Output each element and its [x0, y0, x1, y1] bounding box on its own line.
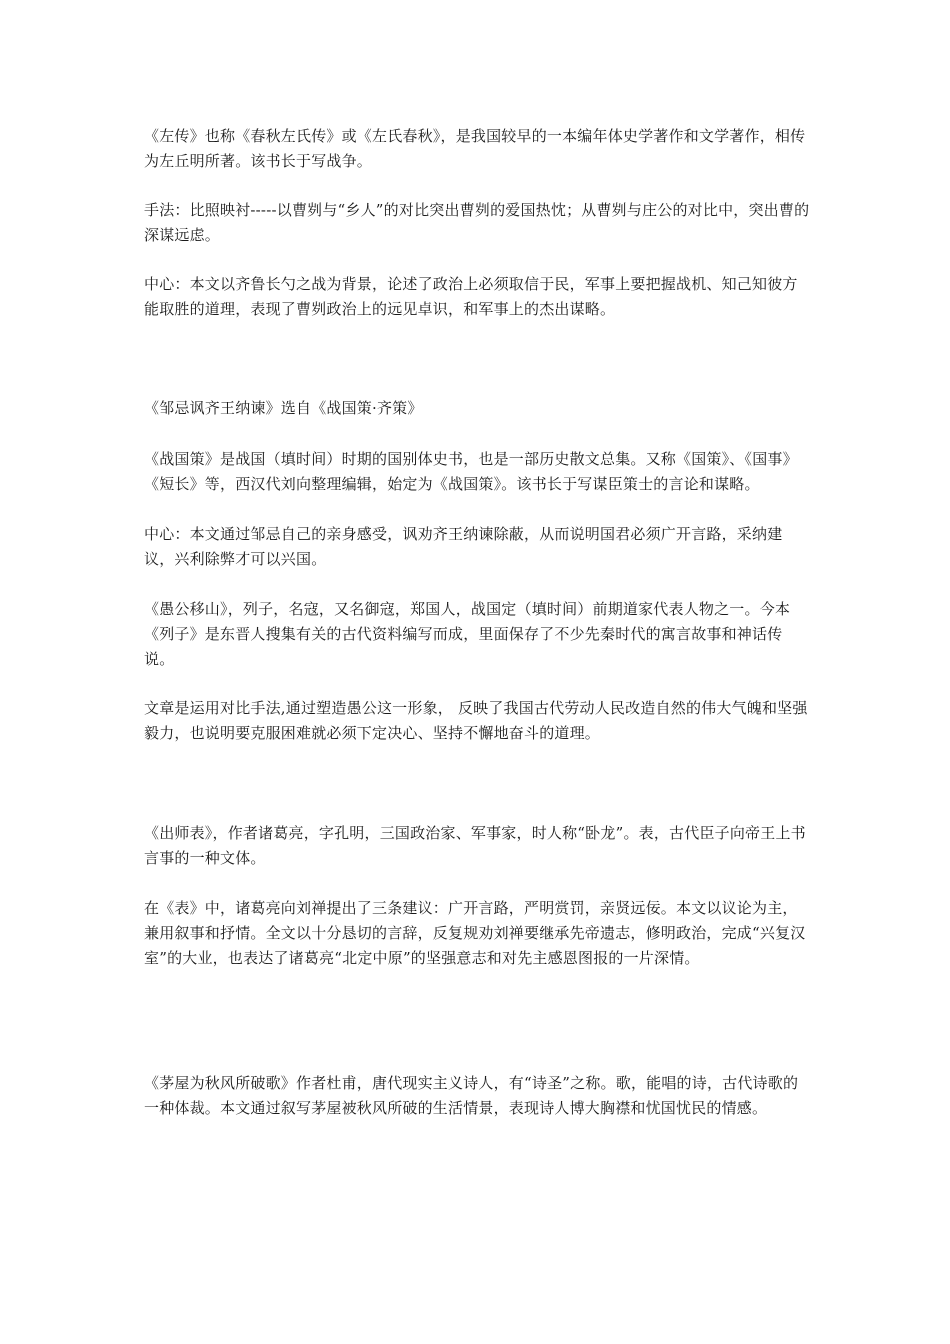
- paragraph-cao-gui-technique: 手法：比照映衬-----以曹刿与“乡人”的对比突出曹刿的爱国热忱；从曹刿与庄公的对比中，突出曹的深谋远虑。: [144, 201, 810, 244]
- paragraph-chushibiao-content: 在《表》中，诸葛亮向刘禅提出了三条建议：广开言路，严明赏罚，亲贤远佞。本文以议论为主，兼用叙事和抒情。全文以十分恳切的言辞，反复规劝刘禅要继承先帝遗志，修明政治，完成“兴复汉室”的大业，也表达了诸葛亮“北定中原”的坚强意志和对先主感恩图报的一片深情。: [144, 899, 806, 967]
- paragraph-yugong-intro: 《愚公移山》，列子，名寇，又名御寇，郑国人，战国定（填时间）前期道家代表人物之一。今本《列子》是东晋人搜集有关的古代资料编写而成，里面保存了不少先秦时代的寓言故事和神话传说。: [144, 600, 791, 668]
- paragraph-maowu-intro: 《茅屋为秋风所破歌》作者杜甫，唐代现实主义诗人，有“诗圣”之称。歌，能唱的诗，古代诗歌的一种体裁。本文通过叙写茅屋被秋风所破的生活情景，表现诗人博大胸襟和忧国忧民的情感。: [144, 1074, 799, 1117]
- paragraph-zuozhuan-intro: 《左传》也称《春秋左氏传》或《左氏春秋》，是我国较早的一本编年体史学著作和文学著作，相传为左丘明所著。该书长于写战争。: [144, 127, 806, 170]
- paragraph-zouji-theme: 中心：本文通过邹忌自己的亲身感受，讽劝齐王纳谏除蔽，从而说明国君必须广开言路，采纳建议，兴利除弊才可以兴国。: [144, 525, 783, 568]
- paragraph-yugong-theme: 文章是运用对比手法,通过塑造愚公这一形象， 反映了我国古代劳动人民改造自然的伟大气魄和坚强毅力，也说明要克服困难就必须下定决心、坚持不懈地奋斗的道理。: [144, 699, 808, 742]
- paragraph-zouji-source: 《邹忌讽齐王纳谏》选自《战国策·齐策》: [144, 399, 423, 417]
- paragraph-cao-gui-theme: 中心：本文以齐鲁长勺之战为背景，论述了政治上必须取信于民，军事上要把握战机、知己知彼方能取胜的道理，表现了曹刿政治上的远见卓识，和军事上的杰出谋略。: [144, 275, 798, 318]
- paragraph-zhanguoce-intro: 《战国策》是战国（填时间）时期的国别体史书，也是一部历史散文总集。又称《国策》、《国事》《短长》等，西汉代刘向整理编辑，始定为《战国策》。该书长于写谋臣策士的言论和谋略。: [144, 450, 798, 493]
- paragraph-chushibiao-intro: 《出师表》，作者诸葛亮，字孔明，三国政治家、军事家，时人称“卧龙”。表，古代臣子向帝王上书言事的一种文体。: [144, 824, 806, 867]
